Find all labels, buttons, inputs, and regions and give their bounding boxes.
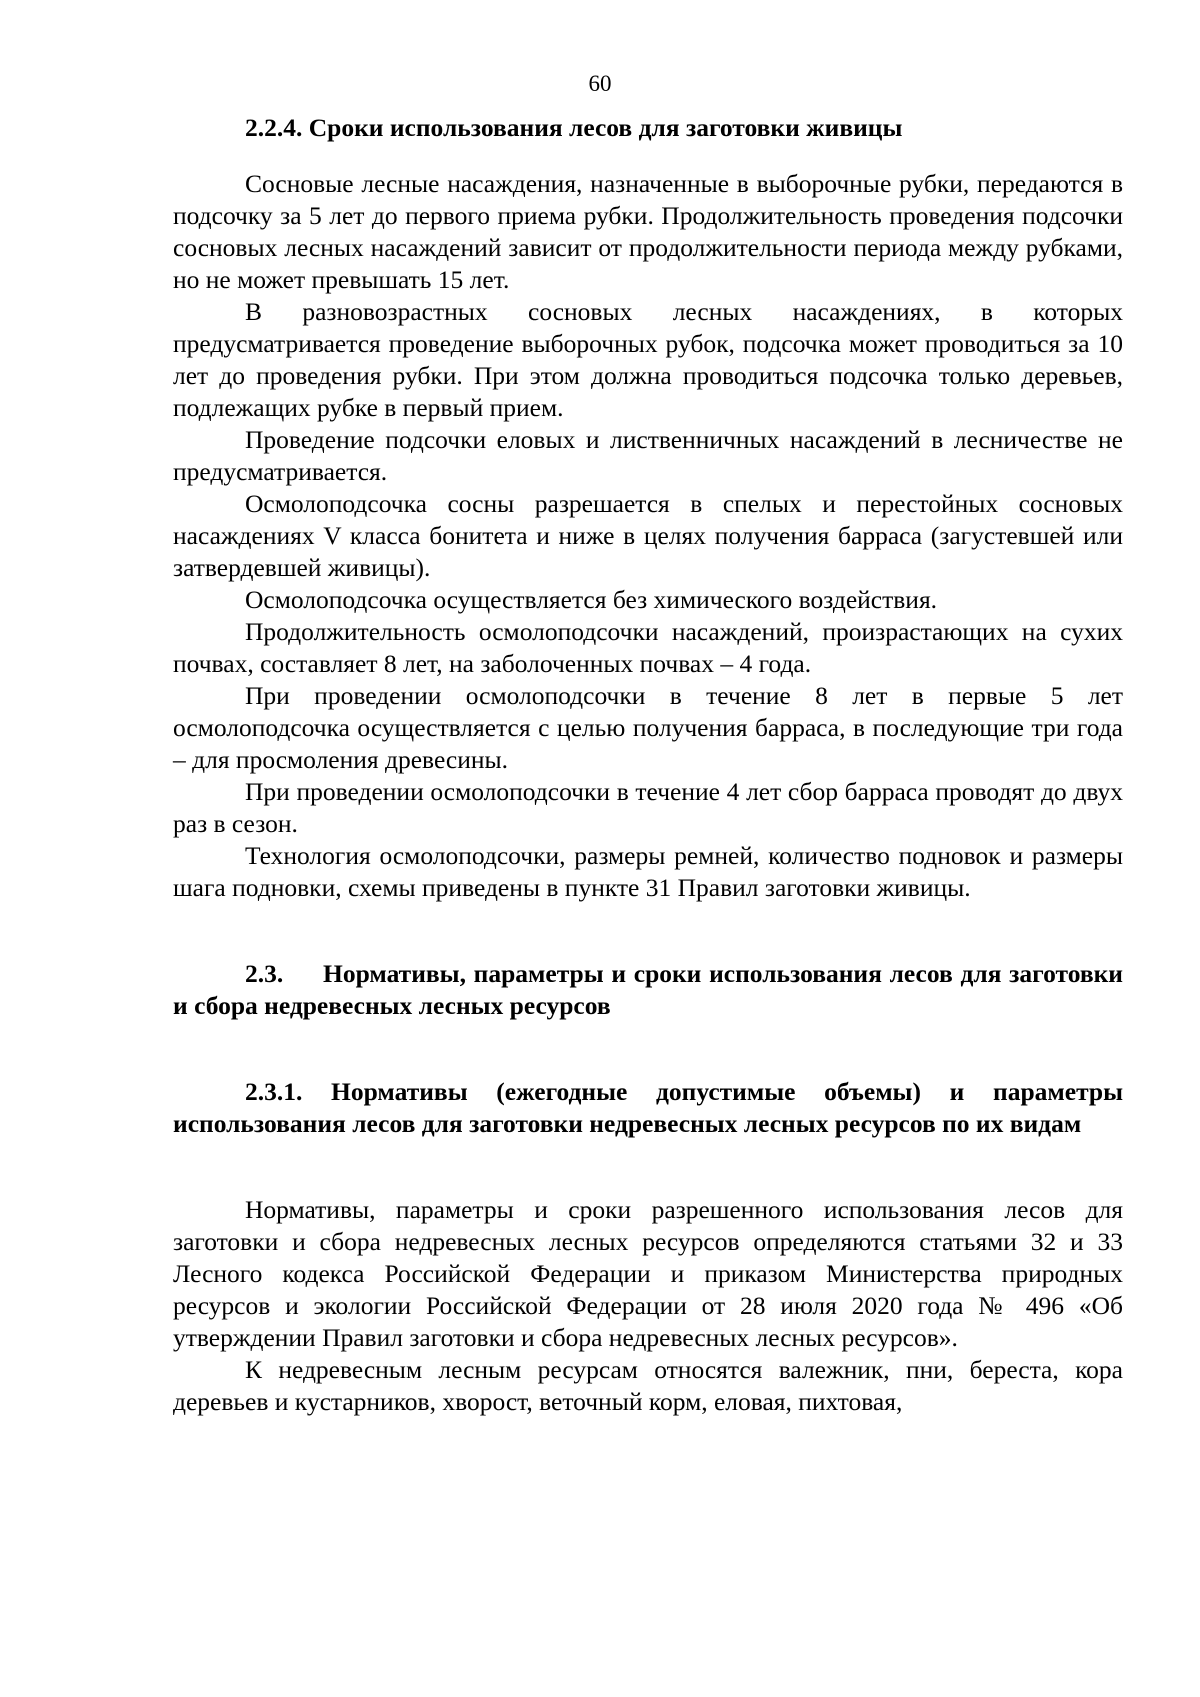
paragraph: Продолжительность осмолоподсочки насаждений, произрастающих на сухих почвах, составляет 8 лет, на заболоченных почвах – 4 года. [173,617,1123,678]
page-number: 60 [588,71,612,96]
page-content [173,112,1123,1418]
section-2-3-number: 2.3. [245,959,284,988]
paragraph: При проведении осмолоподсочки в течение 4 лет сбор барраса проводят до двух раз в сезон. [173,777,1123,838]
paragraph: При проведении осмолоподсочки в течение 8 лет в первые 5 лет осмолоподсочка осуществляется с целью получения барраса, в последующие три года – для просмоления древесины. [173,681,1123,774]
paragraph: Осмолоподсочка сосны разрешается в спелых и перестойных сосновых насаждениях V класса бонитета и ниже в целях получения барраса (загустевшей или затвердевшей живицы). [173,489,1123,582]
section-2-2-4-heading: 2.2.4. Сроки использования лесов для заготовки живицы [245,113,903,142]
paragraph: Осмолоподсочка осуществляется без химического воздействия. [245,585,938,614]
paragraph: В разновозрастных сосновых лесных насаждениях, в которых предусматривается проведение выборочных рубок, подсочка может проводиться за 10 лет до проведения рубки. При этом должна проводиться подсочка только деревьев, подлежащих рубке в первый прием. [173,297,1123,422]
paragraph: Сосновые лесные насаждения, назначенные в выборочные рубки, передаются в подсочку за 5 лет до первого приема рубки. Продолжительность проведения подсочки сосновых лесных насаждений зависит от продолжительности периода между рубками, но не может превышать 15 лет. [173,169,1123,294]
paragraph: К недревесным лесным ресурсам относятся валежник, пни, береста, кора деревьев и кустарников, хворост, веточный корм, еловая, пихтовая, [173,1355,1123,1416]
paragraph: Проведение подсочки еловых и лиственничных насаждений в лесничестве не предусматривается. [173,425,1123,486]
paragraph: Нормативы, параметры и сроки разрешенного использования лесов для заготовки и сбора недревесных лесных ресурсов определяются статьями 32 и 33 Лесного кодекса Российской Федерации и приказом Министерства природных ресурсов и экологии Российской Федерации от 28 июля 2020 года № 496 «Об утверждении Правил заготовки и сбора недревесных лесных ресурсов». [173,1195,1123,1352]
section-2-3-heading [173,958,1123,1022]
paragraph: Технология осмолоподсочки, размеры ремней, количество подновок и размеры шага подновки, схемы приведены в пункте 31 Правил заготовки живицы. [173,841,1123,902]
section-2-3-1-heading: 2.3.1. Нормативы (ежегодные допустимые объемы) и параметры использования лесов для заготовки недревесных лесных ресурсов по их видам [173,1077,1123,1138]
section-2-3-title: Нормативы, параметры и сроки использования лесов для заготовки и сбора недревесных лесных ресурсов [173,959,1123,1020]
